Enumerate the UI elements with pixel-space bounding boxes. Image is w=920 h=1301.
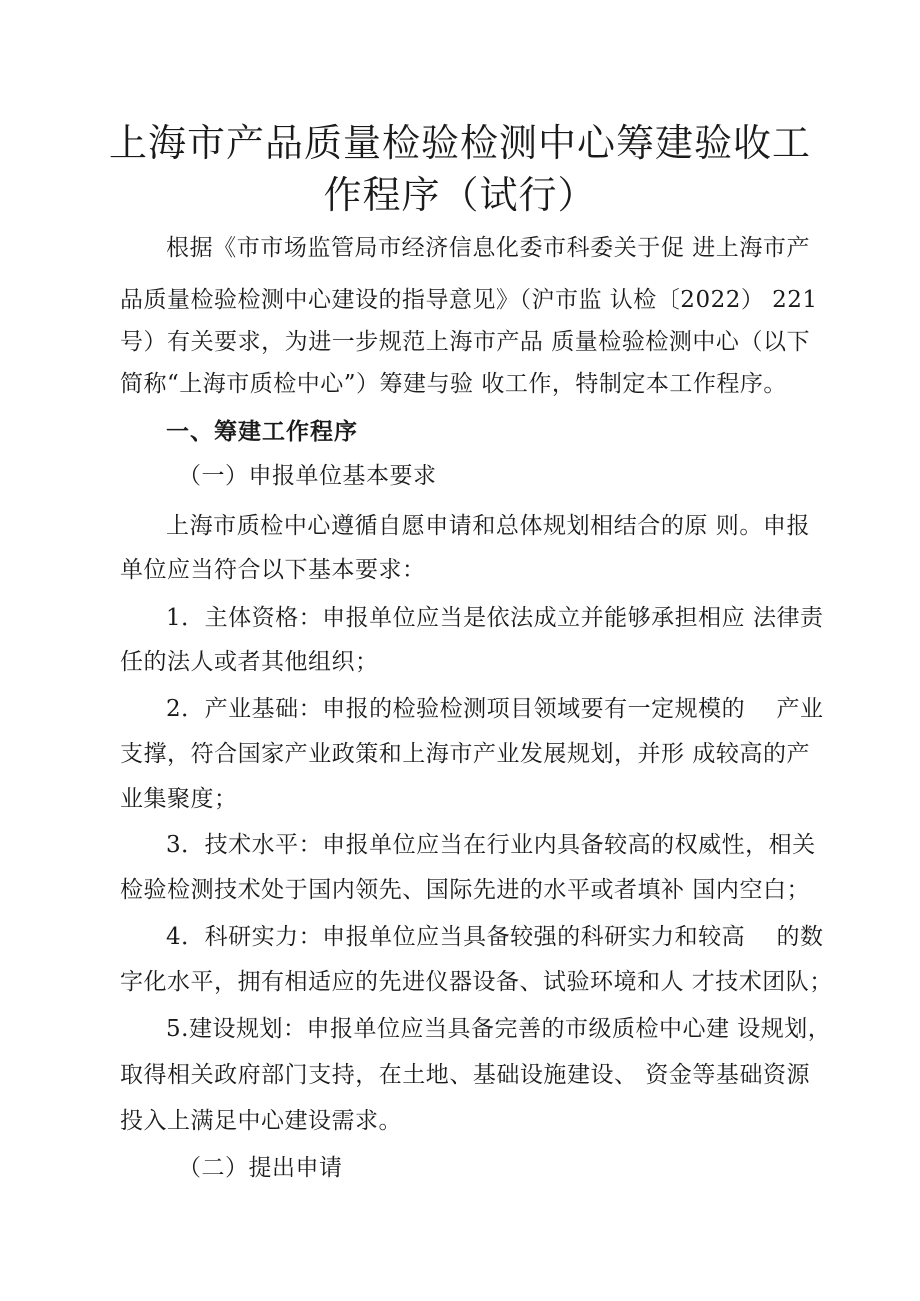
item-5-line-1: 5.建设规划：申报单位应当具备完善的市级质检中心建 设规划， xyxy=(166,1016,832,1042)
sub1-intro-line-1: 上海市质检中心遵循自愿申请和总体规划相结合的原 则。申报 xyxy=(166,513,810,539)
item-5-line-3: 投入上满足中心建设需求。 xyxy=(120,1108,402,1134)
intro-line-4: 简称“上海市质检中心”）筹建与验 收工作，特制定本工作程序。 xyxy=(120,371,787,397)
item-3-line-1: 3．技术水平：申报单位应当在行业内具备较高的权威性，相关 xyxy=(166,832,816,858)
item-5-line-2: 取得相关政府部门支持，在土地、基础设施建设、 资金等基础资源 xyxy=(120,1062,810,1088)
item-1-line-2: 任的法人或者其他组织； xyxy=(120,649,379,675)
item-2-line-1: 2．产业基础：申报的检验检测项目领域要有一定规模的 产业 xyxy=(166,696,824,722)
item-3-line-2: 检验检测技术处于国内领先、国际先进的水平或者填补 国内空白； xyxy=(120,877,810,903)
item-2-line-2: 支撑，符合国家产业政策和上海市产业发展规划，并形 成较高的产 xyxy=(120,741,810,767)
intro-line-3: 号）有关要求，为进一步规范上海市产品 质量检验检测中心（以下 xyxy=(120,329,810,355)
item-4-line-1: 4．科研实力：申报单位应当具备较强的科研实力和较高 的数 xyxy=(166,924,824,950)
subsection-heading-2: （二）提出申请 xyxy=(178,1155,343,1181)
item-4-line-2: 字化水平，拥有相适应的先进仪器设备、试验环境和人 才技术团队； xyxy=(120,969,833,995)
item-2-line-3: 业集聚度； xyxy=(120,786,238,812)
item-1-line-1: 1．主体资格：申报单位应当是依法成立并能够承担相应 法律责 xyxy=(166,605,824,631)
intro-line-1: 根据《市市场监管局市经济信息化委市科委关于促 进上海市产 xyxy=(166,235,810,261)
subsection-heading-1: （一）申报单位基本要求 xyxy=(178,463,437,489)
document-title-line-2: 作程序（试行） xyxy=(323,173,597,217)
section-heading-1: 一、筹建工作程序 xyxy=(166,419,358,445)
intro-line-2: 品质量检验检测中心建设的指导意见》（沪市监 认检〔2022） 221 xyxy=(120,287,818,313)
sub1-intro-line-2: 单位应当符合以下基本要求： xyxy=(120,557,426,583)
document-title-line-1: 上海市产品质量检验检测中心筹建验收工 xyxy=(108,121,811,165)
